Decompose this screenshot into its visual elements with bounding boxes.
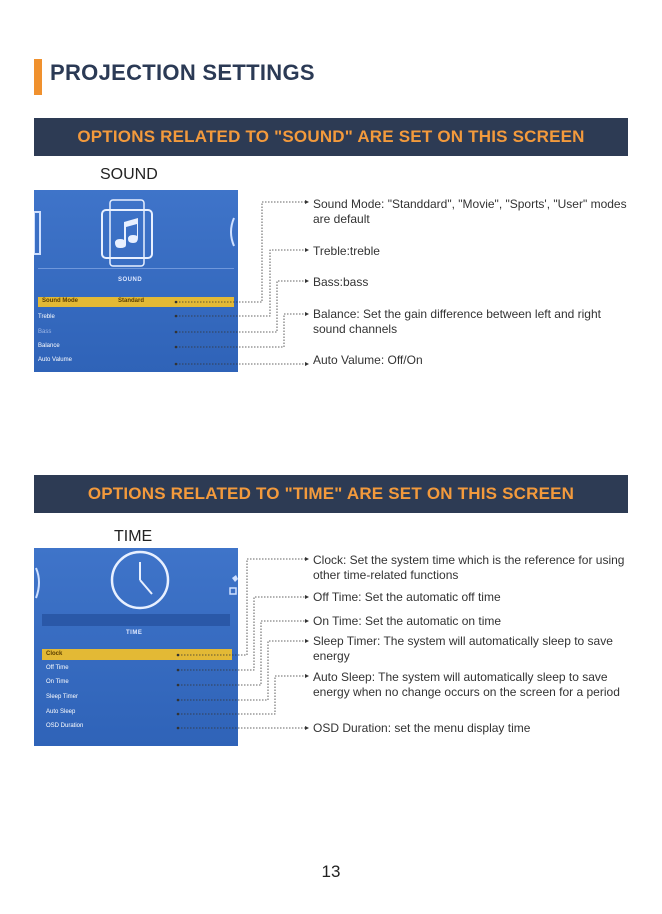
sound-menu-title: SOUND <box>118 277 143 283</box>
sound-note-balance: Balance: Set the gain difference between left and right sound channels <box>313 307 601 336</box>
sound-row-bass: Bass <box>38 329 52 335</box>
sound-row-treble: Treble <box>38 314 55 320</box>
time-row-osd-duration: OSD Duration <box>46 723 84 729</box>
time-note-sleep-timer: Sleep Timer: The system will automatically sleep to save energy <box>313 634 613 663</box>
sound-mode-label: Sound Mode <box>42 298 78 304</box>
sound-note-sound-mode: Sound Mode: "Standdard", "Movie", "Sports', "User" modes are default <box>313 197 627 226</box>
sound-section-label: SOUND <box>100 166 158 183</box>
clock-label: Clock <box>46 651 63 657</box>
time-row-auto-sleep: Auto Sleep <box>46 709 76 715</box>
page-number: 13 <box>321 862 341 881</box>
time-note-off-time: Off Time: Set the automatic off time <box>313 590 501 604</box>
time-banner: OPTIONS RELATED TO "TIME" ARE SET ON THIS SCREEN <box>34 475 628 513</box>
sound-banner: OPTIONS RELATED TO "SOUND" ARE SET ON THIS SCREEN <box>34 118 628 156</box>
time-note-auto-sleep: Auto Sleep: The system will automatically sleep to save energy when no change occurs on the screen for a period <box>313 670 620 699</box>
time-row-off-time: Off Time <box>46 665 69 671</box>
sound-note-bass: Bass:bass <box>313 275 369 289</box>
sound-mode-value: Standard <box>118 298 145 304</box>
page-title: PROJECTION SETTINGS <box>50 60 315 85</box>
time-note-clock: Clock: Set the system time which is the reference for using other time-related functions <box>313 553 625 582</box>
time-section-label: TIME <box>114 528 153 545</box>
time-row-on-time: On Time <box>46 679 69 685</box>
sound-note-auto-volume: Auto Valume: Off/On <box>313 353 423 367</box>
sound-note-treble: Treble:treble <box>313 244 380 258</box>
sound-row-auto-volume: Auto Valume <box>38 357 72 363</box>
time-menu-title: TIME <box>126 630 143 636</box>
time-note-osd-duration: OSD Duration: set the menu display time <box>313 721 531 735</box>
time-note-on-time: On Time: Set the automatic on time <box>313 614 502 628</box>
sound-row-balance: Balance <box>38 343 60 349</box>
time-row-sleep-timer: Sleep Timer <box>46 694 79 700</box>
